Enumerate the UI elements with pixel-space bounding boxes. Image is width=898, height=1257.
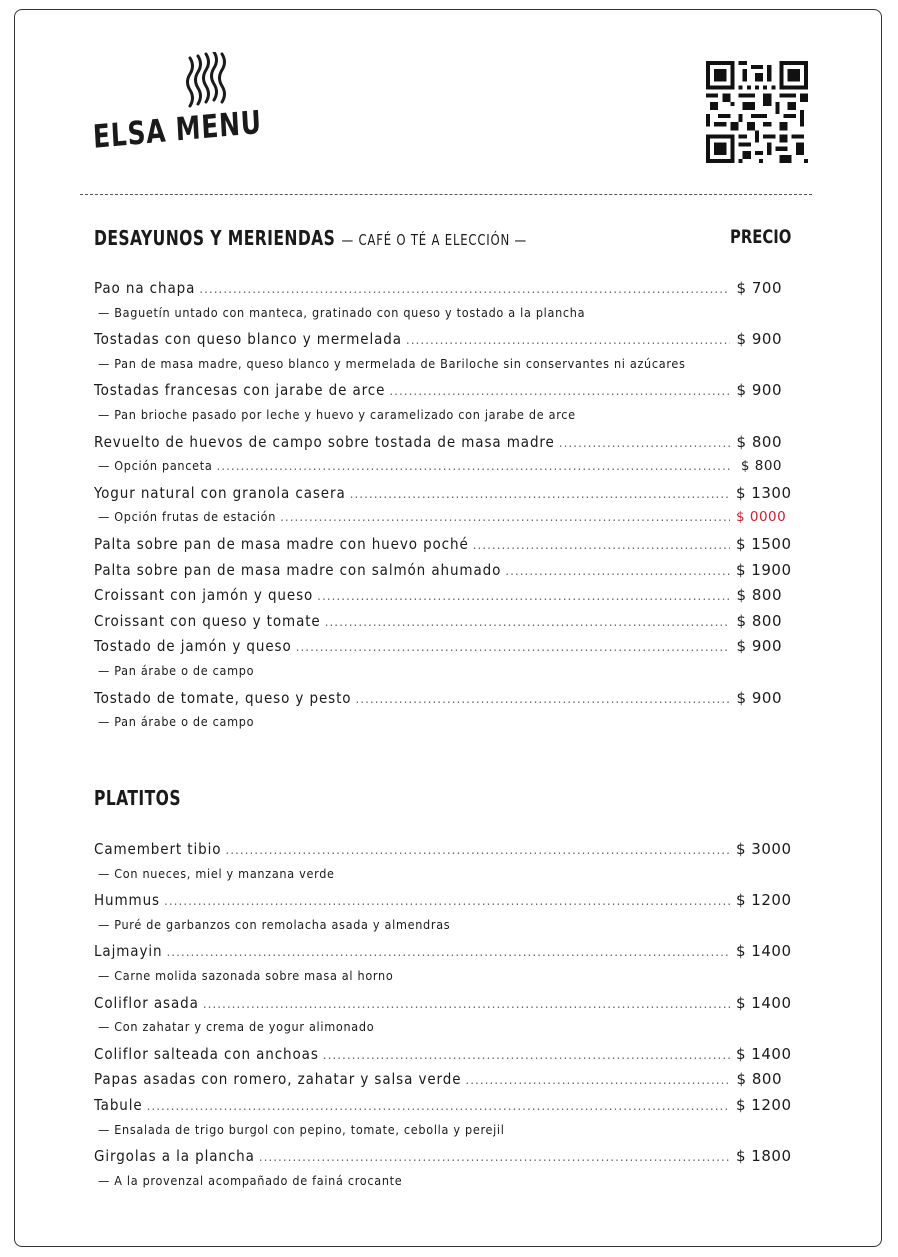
leader-dots [225, 843, 730, 857]
item-name: — Pan brioche pasado por leche y huevo y caramelizado con jarabe de arce [98, 406, 576, 422]
item-name: Palta sobre pan de masa madre con salmón ahumado [94, 560, 502, 579]
item-price: $ 800 [736, 586, 782, 605]
item-name: — Carne molida sazonada sobre masa al horno [98, 967, 394, 983]
item-price: $ 900 [736, 330, 782, 349]
leader-dots [465, 1073, 730, 1087]
leader-dots [317, 589, 730, 603]
menu-item [94, 1070, 782, 1096]
item-name: — Opción panceta [98, 458, 213, 474]
item-name: Tostado de jamón y queso [94, 637, 292, 656]
divider [80, 194, 812, 195]
item-name: — Opción frutas de estación [98, 509, 277, 525]
item-price: $ 900 [736, 381, 782, 400]
item-name: Revuelto de huevos de campo sobre tostada de masa madre [94, 432, 555, 451]
item-price: $ 900 [736, 688, 782, 707]
item-name: — Con nueces, miel y manzana verde [98, 865, 335, 881]
item-name: Pao na chapa [94, 279, 196, 297]
item-name: Yogur natural con granola casera [94, 483, 346, 502]
menu-item [94, 433, 782, 459]
item-name: Camembert tibio [94, 840, 222, 858]
item-price: $ 1900 [736, 560, 792, 579]
menu-item [94, 1095, 792, 1122]
item-price: $ 1200 [736, 891, 792, 910]
price-header: PRECIO [730, 226, 792, 248]
item-price: $ 800 [740, 458, 782, 475]
leader-dots [216, 459, 730, 473]
item-name: Tabule [94, 1095, 143, 1114]
leader-dots [505, 564, 730, 578]
leader-dots [350, 487, 730, 501]
menu-item [94, 612, 782, 638]
item-name: — Pan árabe o de campo [98, 662, 255, 678]
leader-dots [147, 1099, 730, 1113]
leader-dots [199, 282, 730, 296]
section-title-platitos: PLATITOS [94, 786, 181, 810]
item-price: $ 0000 [736, 509, 787, 526]
leader-dots [323, 1048, 730, 1062]
item-price: $ 1400 [736, 993, 792, 1012]
menu-item [94, 330, 782, 356]
menu-description [94, 714, 782, 740]
leader-dots [406, 333, 730, 347]
qr-code-icon [706, 61, 808, 163]
item-name: Lajmayin [94, 942, 163, 961]
item-name: Tostado de tomate, queso y pesto [94, 688, 352, 707]
item-name: — Pan árabe o de campo [98, 714, 255, 730]
menu-description [94, 1019, 782, 1045]
item-name: Palta sobre pan de masa madre con huevo poché [94, 534, 469, 553]
item-name: — Pan de masa madre, queso blanco y mermelada de Bariloche sin conservantes ni azúcares [98, 355, 686, 371]
menu-description [94, 407, 782, 433]
item-price: $ 900 [736, 637, 782, 656]
menu-item [94, 534, 792, 561]
item-name: — Ensalada de trigo burgol con pepino, tomate, cebolla y perejil [98, 1121, 505, 1137]
menu-item [94, 689, 782, 715]
item-name: Croissant con queso y tomate [94, 611, 321, 630]
item-name: — Puré de garbanzos con remolacha asada y almendras [98, 916, 451, 932]
leader-dots [559, 436, 730, 450]
menu-option [94, 458, 782, 484]
menu-description [94, 1122, 782, 1148]
item-price: $ 1400 [736, 1044, 792, 1063]
item-name: — Baguetín untado con manteca, gratinado con queso y tostado a la plancha [98, 304, 586, 320]
leader-dots [325, 615, 730, 629]
menu-description [94, 663, 782, 689]
menu-item [94, 942, 792, 968]
leader-dots [164, 894, 730, 908]
section-title-desayunos [94, 226, 527, 250]
menu-option [94, 509, 787, 535]
menu-item [94, 840, 792, 866]
menu-description [94, 866, 782, 892]
brand-logo [92, 50, 262, 170]
item-name: Coliflor salteada con anchoas [94, 1044, 319, 1063]
menu-item [94, 993, 792, 1020]
menu-item [94, 483, 792, 510]
item-price: $ 1400 [736, 942, 792, 961]
item-price: $ 800 [736, 611, 782, 630]
item-name: Croissant con jamón y queso [94, 586, 314, 605]
leader-dots [280, 510, 730, 524]
item-name: Papas asadas con romero, zahatar y salsa verde [94, 1070, 462, 1089]
item-name: Hummus [94, 891, 160, 910]
menu-item [94, 381, 782, 407]
menu-item [94, 891, 792, 917]
menu-item [94, 279, 782, 305]
item-name: Girgolas a la plancha [94, 1147, 255, 1166]
menu-item [94, 637, 782, 663]
leader-dots [203, 997, 730, 1011]
item-name: Coliflor asada [94, 993, 199, 1012]
item-price: $ 1200 [736, 1095, 792, 1114]
item-name: — A la provenzal acompañado de fainá crocante [98, 1172, 403, 1188]
leader-dots [166, 945, 730, 959]
item-name: Tostadas francesas con jarabe de arce [94, 381, 386, 400]
brand-name: ELSA MENU [92, 102, 263, 156]
item-price: $ 3000 [736, 840, 792, 858]
menu-description [94, 305, 782, 331]
section-subtitle: — CAFÉ O TÉ A ELECCIÓN — [341, 231, 528, 249]
leader-dots [259, 1150, 730, 1164]
menu-item [94, 1044, 792, 1071]
item-price: $ 1300 [736, 483, 792, 502]
leader-dots [355, 692, 730, 706]
menu-item [94, 586, 782, 612]
menu-description [94, 1173, 782, 1199]
leader-dots [473, 538, 730, 552]
menu-list-platitos [94, 840, 792, 1198]
menu-description [94, 968, 782, 994]
item-price: $ 1800 [736, 1147, 792, 1166]
menu-item [94, 1147, 792, 1173]
item-price: $ 800 [736, 432, 782, 451]
menu-list-desayunos [94, 279, 792, 740]
menu-description [94, 356, 782, 382]
item-price: $ 800 [736, 1070, 782, 1089]
item-name: — Con zahatar y crema de yogur alimonado [98, 1019, 375, 1035]
item-price: $ 700 [736, 279, 782, 297]
menu-description [94, 917, 782, 943]
menu-item [94, 560, 792, 587]
section-heading: DESAYUNOS Y MERIENDAS [94, 226, 336, 250]
item-price: $ 1500 [736, 534, 792, 553]
item-name: Tostadas con queso blanco y mermelada [94, 330, 402, 349]
leader-dots [296, 640, 730, 654]
leader-dots [389, 384, 730, 398]
